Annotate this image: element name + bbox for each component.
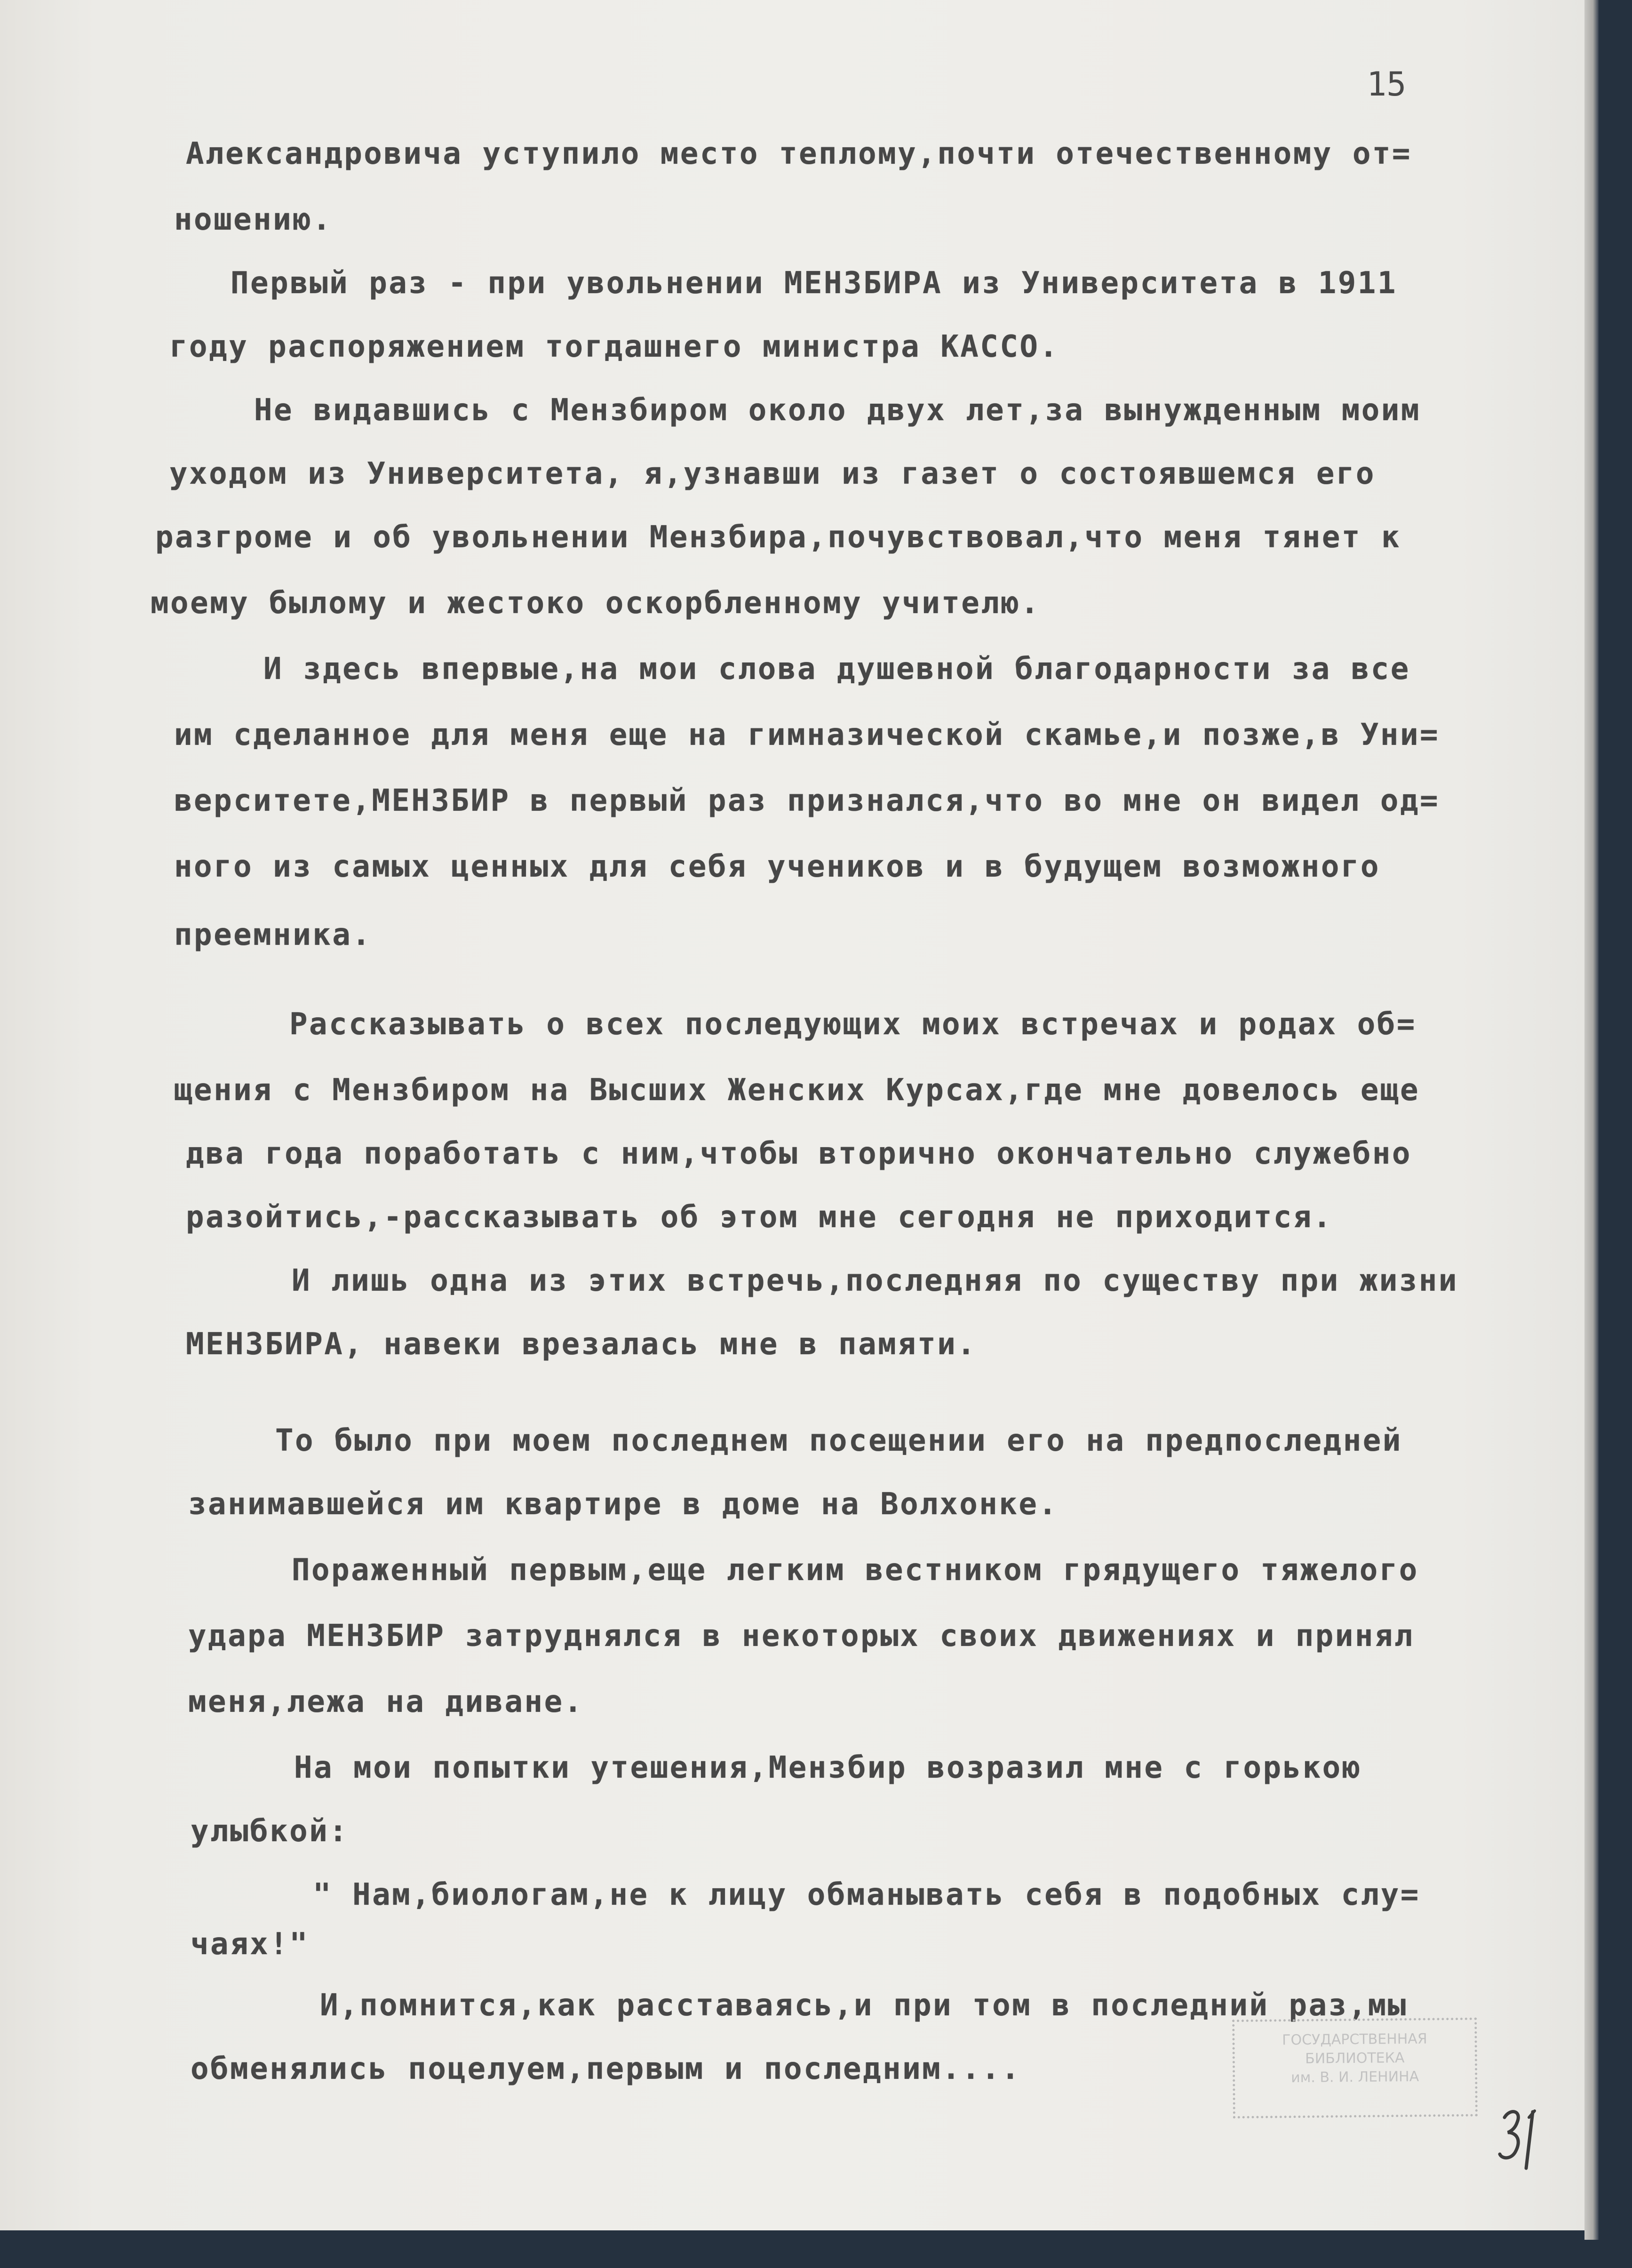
text-line: Пораженный первым,еще легким вестником грядущего тяжелого	[292, 1553, 1419, 1588]
text-line: уходом из Университета, я,узнавши из газет о состоявшемся его	[169, 456, 1376, 491]
text-line: На мои попытки утешения,Мензбир возразил мне с горькою	[294, 1750, 1362, 1785]
text-line: моему былому и жестоко оскорбленному учителю.	[151, 586, 1041, 621]
text-line: разгроме и об увольнении Мензбира,почувствовал,что меня тянет к	[155, 520, 1401, 555]
text-line: И здесь впервые,на мои слова душевной благодарности за все	[263, 652, 1410, 687]
text-line: обменялись поцелуем,первым и последним....	[191, 2052, 1021, 2086]
text-line: Не видавшись с Мензбиром около двух лет,за вынужденным моим	[254, 393, 1421, 428]
page-edge	[1584, 0, 1599, 2240]
text-line: И,помнится,как расставаясь,и при том в последний раз,мы	[320, 1988, 1408, 2023]
text-line: И лишь одна из этих встречь,последняя по существу при жизни	[292, 1263, 1458, 1298]
text-line: верситете,МЕНЗБИР в первый раз признался,что во мне он видел од=	[174, 783, 1440, 818]
text-line: удара МЕНЗБИР затруднялся в некоторых своих движениях и принял	[188, 1619, 1414, 1653]
text-line: МЕНЗБИРА, навеки врезалась мне в памяти.	[186, 1327, 977, 1362]
text-line: То было при моем последнем посещении его на предпоследней	[275, 1423, 1402, 1458]
stamp-line: им. В. И. ЛЕНИНА	[1291, 2068, 1419, 2086]
text-line: разойтись,-рассказывать об этом мне сегодня не приходится.	[186, 1200, 1333, 1235]
library-stamp	[1232, 2018, 1478, 2119]
text-line: " Нам,биологам,не к лицу обманывать себя в подобных слу=	[313, 1877, 1420, 1912]
text-line: ношению.	[174, 202, 333, 237]
text-line: два года поработать с ним,чтобы вторично окончательно служебно	[186, 1136, 1412, 1171]
text-line: им сделанное для меня еще на гимназической скамье,и позже,в Уни=	[174, 718, 1440, 752]
text-line: занимавшейся им квартире в доме на Волхонке.	[188, 1487, 1059, 1522]
page-number: 15	[1367, 65, 1407, 104]
text-line: чаях!"	[191, 1927, 310, 1962]
text-line: меня,лежа на диване.	[188, 1685, 584, 1719]
text-line: ного из самых ценных для себя учеников и в будущем возможного	[174, 849, 1380, 884]
stamp-line: ГОСУДАРСТВЕННАЯ	[1282, 2030, 1427, 2049]
text-line: году распоряжением тогдашнего министра КАССО.	[169, 329, 1059, 364]
text-line: преемника.	[174, 918, 372, 952]
handwritten-sheet-number	[1496, 2103, 1548, 2174]
stamp-line: БИБЛИОТЕКА	[1305, 2050, 1405, 2067]
text-line: Александровича уступило место теплому,почти отечественному от=	[186, 136, 1412, 171]
text-line: щения с Мензбиром на Высших Женских Курсах,где мне довелось еще	[174, 1073, 1420, 1108]
text-line: Первый раз - при увольнении МЕНЗБИРА из Университета в 1911	[231, 266, 1397, 301]
text-line: Рассказывать о всех последующих моих встречах и родах об=	[289, 1007, 1417, 1042]
text-line: улыбкой:	[191, 1814, 349, 1849]
